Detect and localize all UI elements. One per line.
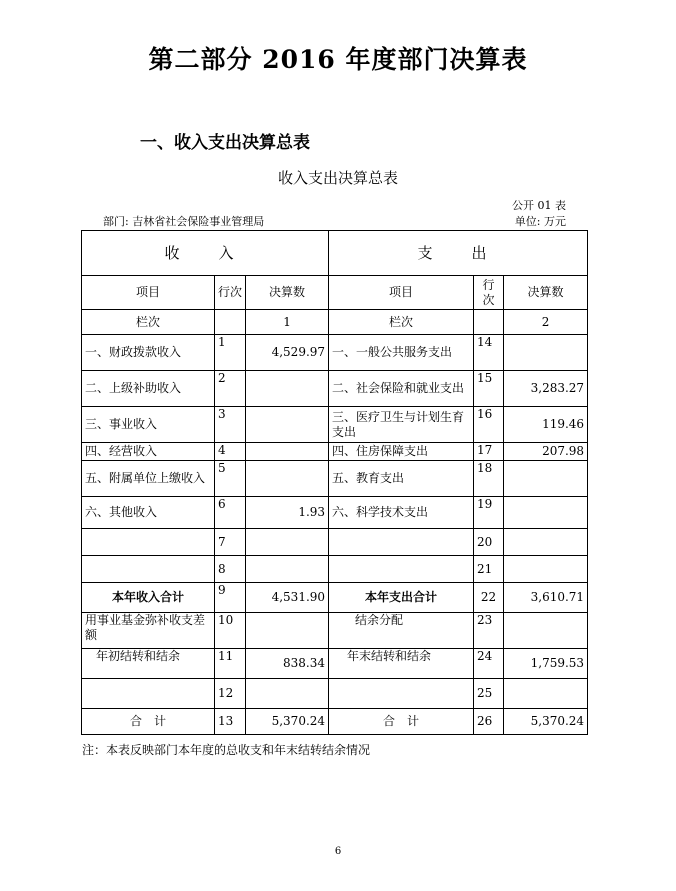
expense-line: 25: [474, 679, 504, 709]
income-item: 三、事业收入: [82, 407, 215, 443]
income-amount: [246, 407, 329, 443]
income-amount: [246, 679, 329, 709]
expense-item: 一、一般公共服务支出: [329, 335, 474, 371]
income-item: 年初结转和结余: [82, 649, 215, 679]
expense-line: 20: [474, 529, 504, 556]
expense-amount: [504, 497, 588, 529]
expense-line-header: 行次: [474, 276, 504, 310]
expense-line: 16: [474, 407, 504, 443]
income-subtotal-amount: 4,531.90: [246, 583, 329, 613]
expense-subtotal-label: 本年支出合计: [329, 583, 474, 613]
table-row: [82, 679, 588, 709]
income-line: 13: [215, 709, 246, 735]
income-amount: [246, 443, 329, 461]
expense-item: 四、住房保障支出: [329, 443, 474, 461]
expense-amount: [504, 335, 588, 371]
expense-item: 三、医疗卫生与计划生育支出: [329, 407, 474, 443]
table-row: [82, 709, 588, 735]
income-item: [82, 556, 215, 583]
table-row: [82, 335, 588, 371]
income-amount: [246, 556, 329, 583]
income-line: 3: [215, 407, 246, 443]
table-row: [82, 613, 588, 649]
column-number-1: 1: [246, 310, 329, 335]
column-label: 栏次: [82, 310, 215, 335]
income-line: 11: [215, 649, 246, 679]
income-total-label: 合 计: [82, 709, 215, 735]
table-note: 注：本表反映部门本年度的总收支和年末结转结余情况: [82, 743, 371, 757]
income-item: 六、其他收入: [82, 497, 215, 529]
income-line: 1: [215, 335, 246, 371]
income-item: 一、财政拨款收入: [82, 335, 215, 371]
income-item: 用事业基金弥补收支差额: [82, 613, 215, 649]
expense-item: 六、科学技术支出: [329, 497, 474, 529]
expense-item: 二、社会保险和就业支出: [329, 371, 474, 407]
income-item: [82, 679, 215, 709]
expense-line: 14: [474, 335, 504, 371]
income-item: 五、附属单位上缴收入: [82, 461, 215, 497]
expense-header: 支 出: [329, 231, 588, 276]
expense-line: 21: [474, 556, 504, 583]
expense-amount: [504, 679, 588, 709]
form-number: 公开 01 表: [512, 199, 566, 212]
expense-line: 17: [474, 443, 504, 461]
income-item: 四、经营收入: [82, 443, 215, 461]
income-line: 6: [215, 497, 246, 529]
income-line: 2: [215, 371, 246, 407]
income-item: 二、上级补助收入: [82, 371, 215, 407]
table-row: [82, 497, 588, 529]
income-line: 9: [215, 583, 246, 613]
income-amount: 1.93: [246, 497, 329, 529]
income-line: 5: [215, 461, 246, 497]
income-amount: [246, 529, 329, 556]
expense-item: 年末结转和结余: [329, 649, 474, 679]
empty-cell: [474, 310, 504, 335]
income-expense-table: [81, 230, 588, 735]
page-number: 6: [334, 846, 342, 857]
page-title: 第二部分 2016 年度部门决算表: [148, 45, 528, 74]
table-row: [82, 443, 588, 461]
table-row: [82, 583, 588, 613]
income-total-amount: 5,370.24: [246, 709, 329, 735]
expense-amount: 1,759.53: [504, 649, 588, 679]
expense-total-amount: 5,370.24: [504, 709, 588, 735]
income-item: [82, 529, 215, 556]
expense-line: 23: [474, 613, 504, 649]
expense-line: 24: [474, 649, 504, 679]
unit-label: 单位: 万元: [514, 215, 566, 228]
expense-line: 15: [474, 371, 504, 407]
income-line: 10: [215, 613, 246, 649]
income-line: 12: [215, 679, 246, 709]
expense-amount: [504, 529, 588, 556]
empty-cell: [215, 310, 246, 335]
expense-line: 18: [474, 461, 504, 497]
expense-item: 五、教育支出: [329, 461, 474, 497]
income-amount: [246, 461, 329, 497]
expense-item: [329, 529, 474, 556]
expense-line: 22: [474, 583, 504, 613]
expense-subtotal-amount: 3,610.71: [504, 583, 588, 613]
expense-item: [329, 556, 474, 583]
expense-amount: 207.98: [504, 443, 588, 461]
expense-line: 26: [474, 709, 504, 735]
income-amount: [246, 613, 329, 649]
column-number-2: 2: [504, 310, 588, 335]
column-label: 栏次: [329, 310, 474, 335]
table-row: [82, 461, 588, 497]
income-item-header: 项目: [82, 276, 215, 310]
income-amount: [246, 371, 329, 407]
department-label: 部门: 吉林省社会保险事业管理局: [103, 215, 265, 228]
table-row: [82, 649, 588, 679]
expense-amount-header: 决算数: [504, 276, 588, 310]
expense-amount: [504, 613, 588, 649]
table-row: [82, 371, 588, 407]
income-line: 4: [215, 443, 246, 461]
income-header: 收 入: [82, 231, 329, 276]
expense-amount: 3,283.27: [504, 371, 588, 407]
income-line: 8: [215, 556, 246, 583]
income-amount-header: 决算数: [246, 276, 329, 310]
expense-item-header: 项目: [329, 276, 474, 310]
income-subtotal-label: 本年收入合计: [82, 583, 215, 613]
table-title: 收入支出决算总表: [277, 169, 398, 187]
expense-amount: [504, 556, 588, 583]
table-row: [82, 529, 588, 556]
table-row: [82, 556, 588, 583]
income-amount: 838.34: [246, 649, 329, 679]
table-row: [82, 407, 588, 443]
income-amount: 4,529.97: [246, 335, 329, 371]
income-line-header: 行次: [215, 276, 246, 310]
expense-amount: 119.46: [504, 407, 588, 443]
expense-total-label: 合 计: [329, 709, 474, 735]
expense-item: [329, 679, 474, 709]
expense-amount: [504, 461, 588, 497]
expense-line: 19: [474, 497, 504, 529]
income-line: 7: [215, 529, 246, 556]
expense-item: 结余分配: [329, 613, 474, 649]
section-heading: 一、收入支出决算总表: [140, 133, 310, 153]
